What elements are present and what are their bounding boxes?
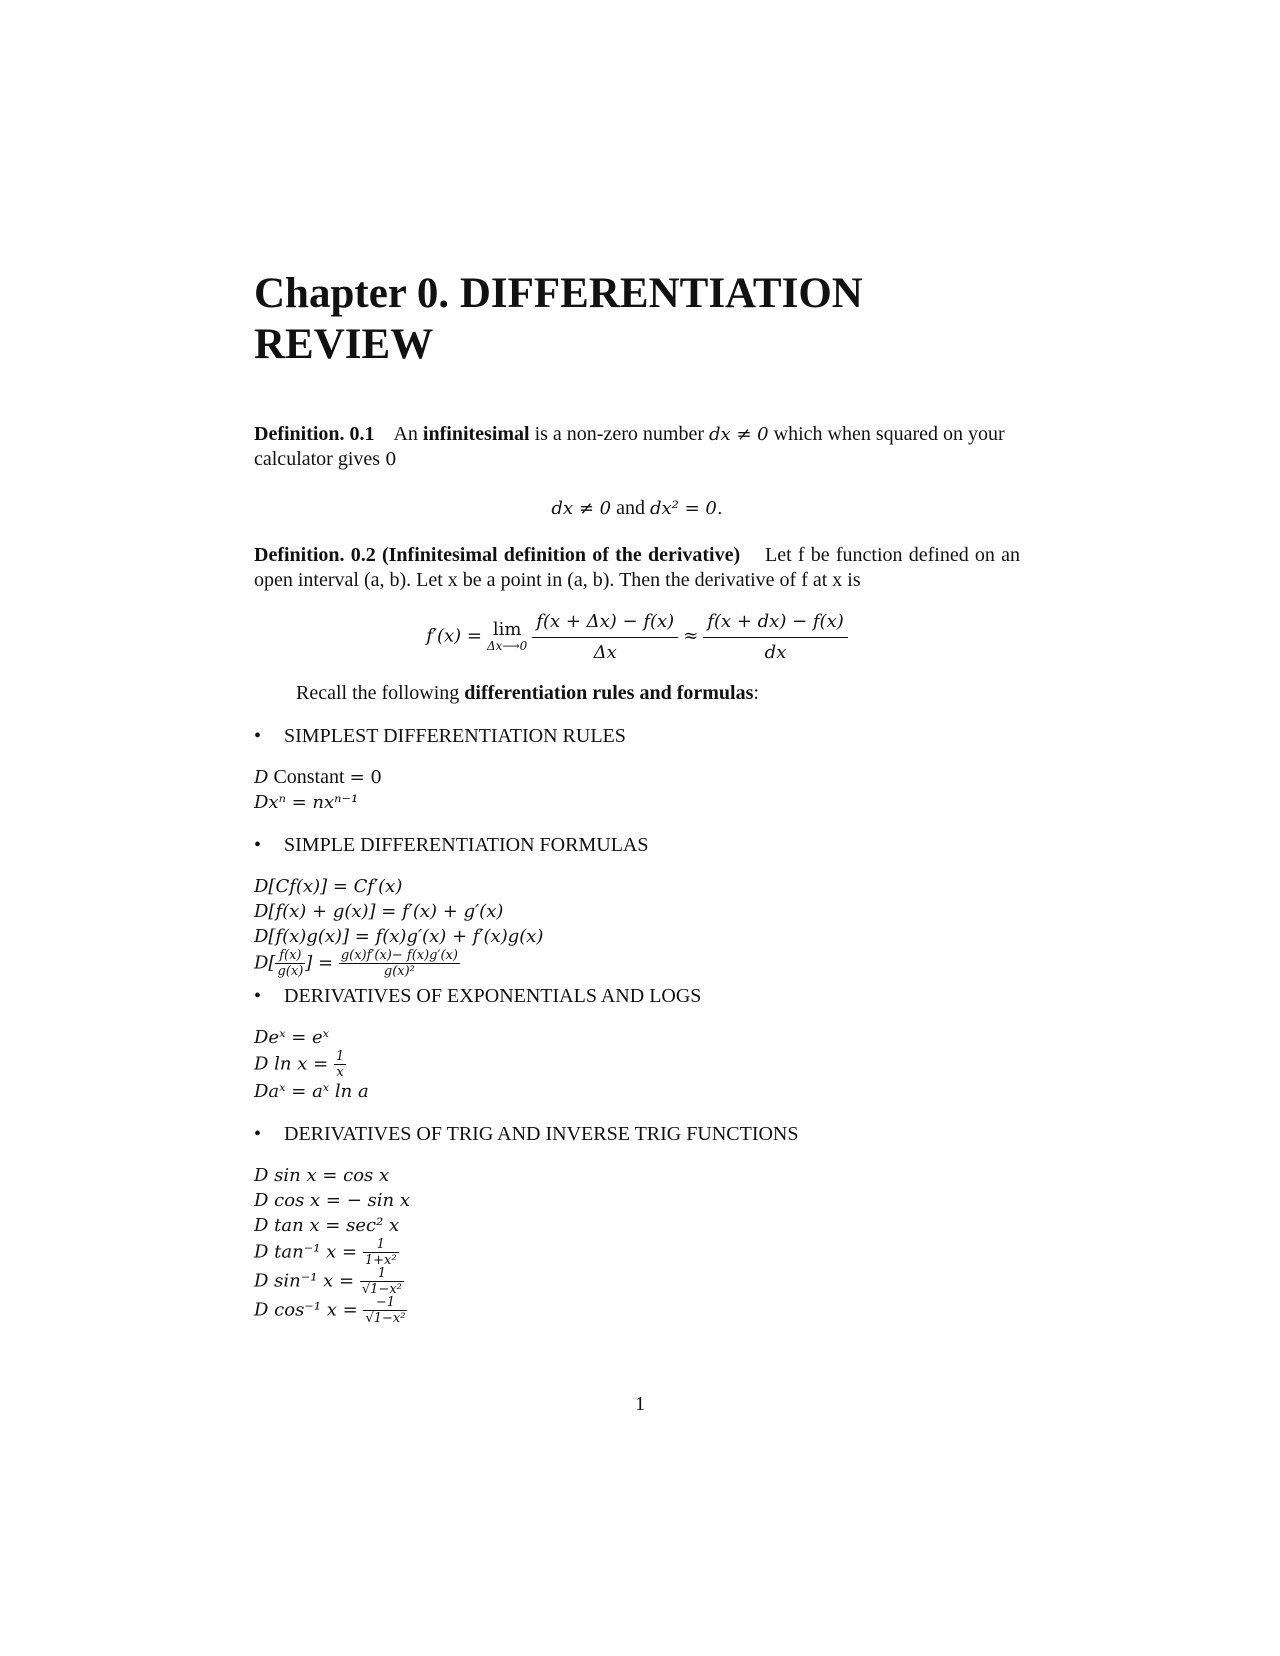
formula-line: D cos x = − sin x	[254, 1190, 410, 1211]
section-heading	[254, 833, 1020, 858]
page-number: 1	[635, 1393, 645, 1415]
bullet-icon: •	[254, 725, 262, 747]
math-display: dx² = 0.	[649, 498, 723, 519]
formula-line	[254, 949, 1020, 978]
fraction-numerator: g(x)f′(x)− f(x)g′(x)	[340, 948, 458, 963]
fraction-denominator: g(x)	[277, 964, 304, 979]
formula-part: D[	[254, 952, 276, 974]
small-fraction	[334, 1050, 346, 1079]
section-title: SIMPLEST DIFFERENTIATION RULES	[284, 725, 626, 747]
recall-colon: :	[753, 682, 759, 704]
formula-part: D sin⁻¹ x =	[254, 1270, 355, 1292]
formula-line	[254, 1238, 1020, 1267]
fraction-denominator: dx	[703, 637, 847, 665]
bullet-icon: •	[254, 834, 262, 856]
definition-text: which when squared on your calculator gives	[254, 423, 1005, 470]
formula-block-trig	[254, 1163, 1020, 1325]
bullet-icon: •	[254, 985, 262, 1007]
fraction-denominator: 1+x²	[364, 1253, 397, 1268]
recall-text: Recall the following	[296, 682, 460, 704]
small-fraction	[363, 1296, 407, 1325]
chapter-title-line1: Chapter 0. DIFFERENTIATION	[254, 270, 863, 317]
fraction-numerator: 1	[376, 1237, 385, 1252]
fraction-denominator: √1−x²	[361, 1282, 402, 1297]
formula-rhs: = 0	[349, 767, 382, 788]
formula-line: D[f(x)g(x)] = f(x)g′(x) + f′(x)g(x)	[254, 926, 544, 947]
small-fraction	[360, 1267, 404, 1296]
fraction-denominator: x	[334, 1064, 346, 1079]
definition-text: Let f be function defined on an open interval (a, b). Let x be a point in (a, b). Then the derivative of f at x is	[254, 544, 1021, 591]
formula-part: ] =	[305, 952, 334, 974]
formula-part: D ln x =	[254, 1053, 329, 1075]
section-heading	[254, 984, 1020, 1009]
fraction-denominator: √1−x²	[365, 1311, 406, 1326]
formula-line: D sin x = cos x	[254, 1165, 390, 1186]
chapter-title	[254, 268, 1020, 370]
formula-block-simplest	[254, 765, 1020, 815]
fraction-numerator: f(x + Δx) − f(x)	[536, 611, 675, 632]
formula-line	[254, 1296, 1020, 1325]
small-fraction	[339, 949, 460, 978]
section-title: DERIVATIVES OF TRIG AND INVERSE TRIG FUNCTIONS	[284, 1123, 799, 1145]
definition-term: infinitesimal	[422, 423, 530, 445]
definition-text: An	[393, 423, 418, 445]
limit-subscript: Δx⟶0	[487, 638, 528, 653]
definition-label: Definition. 0.1	[254, 423, 375, 445]
small-fraction	[275, 949, 305, 978]
formula-line	[254, 765, 1020, 790]
fraction-denominator: Δx	[532, 637, 678, 665]
bullet-icon: •	[254, 1123, 262, 1145]
small-fraction	[363, 1238, 399, 1267]
display-equation-derivative	[254, 609, 1020, 665]
display-equation-infinitesimal	[254, 496, 1020, 521]
formula-line: Dxⁿ = nxⁿ⁻¹	[254, 792, 359, 813]
math-display: dx ≠ 0	[551, 498, 612, 519]
formula-line	[254, 1050, 1020, 1079]
definition-label: Definition. 0.2 (Infinitesimal definition of the derivative)	[254, 544, 741, 566]
math-inline: dx ≠ 0	[708, 424, 769, 445]
recall-bold: differentiation rules and formulas	[464, 682, 754, 704]
formula-block-explog	[254, 1025, 1020, 1104]
math-inline: 0	[385, 449, 397, 470]
definition-text: is a non-zero number	[534, 423, 704, 445]
display-connector: and	[616, 497, 645, 519]
fraction-denominator: g(x)²	[339, 963, 460, 978]
formula-line: D[Cf(x)] = Cf′(x)	[254, 876, 403, 897]
chapter-title-line2: REVIEW	[254, 321, 434, 368]
definition-0-1	[254, 422, 1020, 472]
fraction-numerator: 1	[377, 1266, 387, 1281]
formula-line: Deˣ = eˣ	[254, 1027, 330, 1048]
derivative-lhs: f′(x) =	[426, 625, 482, 647]
difference-quotient	[532, 609, 678, 665]
fraction-numerator: f(x + dx) − f(x)	[707, 611, 844, 632]
recall-line	[254, 681, 1020, 706]
formula-word: Constant	[273, 766, 345, 788]
limit-operator	[487, 618, 528, 654]
infinitesimal-quotient	[703, 609, 847, 665]
fraction-numerator: −1	[375, 1295, 396, 1310]
section-heading	[254, 1122, 1020, 1147]
section-heading	[254, 724, 1020, 749]
formula-part: D cos⁻¹ x =	[254, 1299, 358, 1321]
formula-line: D[f(x) + g(x)] = f′(x) + g′(x)	[254, 901, 504, 922]
fraction-numerator: f(x)	[279, 948, 302, 963]
section-title: SIMPLE DIFFERENTIATION FORMULAS	[284, 834, 649, 856]
formula-operator: D	[254, 767, 269, 788]
formula-line: Daˣ = aˣ ln a	[254, 1081, 369, 1102]
approx-symbol: ≈	[683, 625, 699, 647]
formula-part: D tan⁻¹ x =	[254, 1241, 358, 1263]
page-content	[254, 268, 1020, 1325]
limit-label: lim	[492, 618, 522, 640]
definition-0-2	[254, 543, 1020, 593]
section-title: DERIVATIVES OF EXPONENTIALS AND LOGS	[284, 985, 702, 1007]
formula-block-simple	[254, 874, 1020, 978]
fraction-numerator: 1	[335, 1049, 345, 1064]
formula-line	[254, 1267, 1020, 1296]
formula-line: D tan x = sec² x	[254, 1215, 400, 1236]
